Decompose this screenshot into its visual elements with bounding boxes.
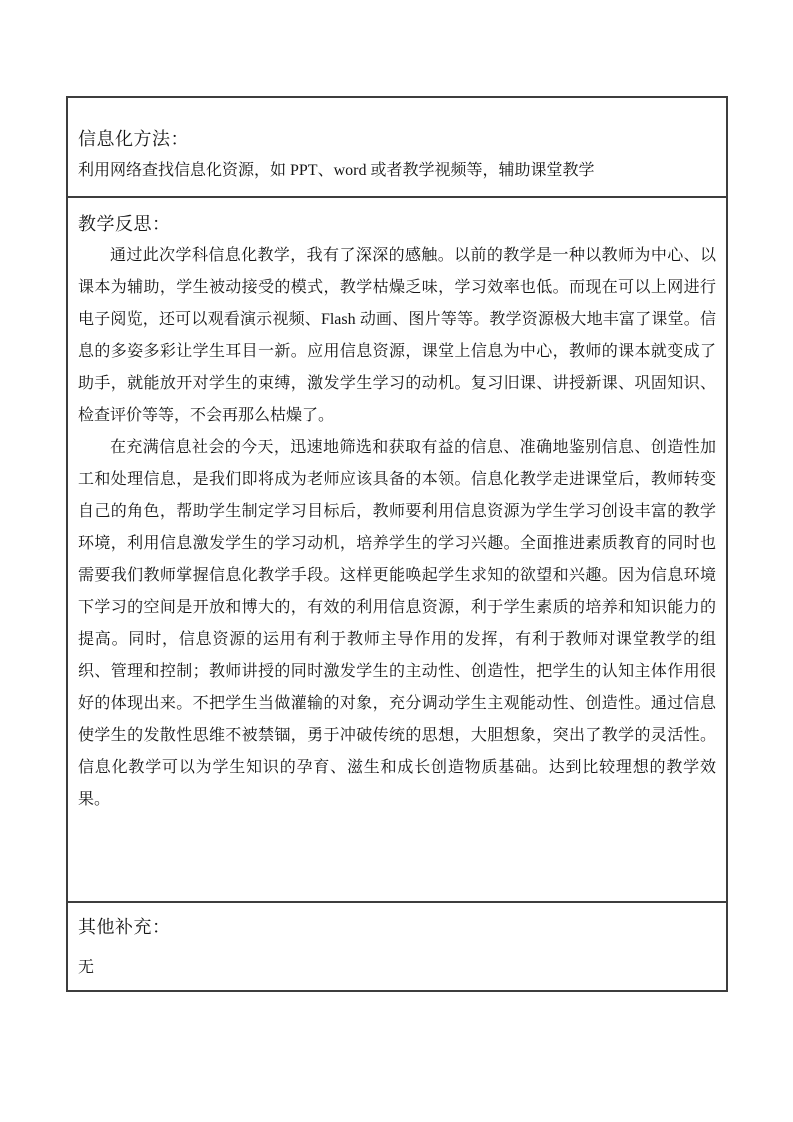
teaching-reflection-heading: 教学反思： — [78, 214, 171, 234]
table-row-info-methods — [68, 98, 726, 198]
info-methods-text: 利用网络查找信息化资源，如 PPT、word 或者教学视频等，辅助课堂教学 — [78, 162, 595, 179]
table-row-teaching-reflection — [68, 198, 726, 903]
other-notes-heading: 其他补充： — [78, 917, 171, 937]
form-table — [66, 96, 728, 992]
table-row-other-notes — [68, 903, 726, 990]
info-methods-heading: 信息化方法： — [78, 129, 189, 149]
other-notes-text: 无 — [78, 959, 95, 976]
reflection-paragraph-1: 通过此次学科信息化教学，我有了深深的感触。以前的教学是一种以教师为中心、以课本为辅助，学生被动接受的模式，教学枯燥乏味，学习效率也低。而现在可以上网进行电子阅览，还可以观看演示视频、Flash 动画、图片等等。教学资源极大地丰富了课堂。信息的多姿多彩让学生耳目一新。应用信息资源，课堂上信息为中心，教师的课本就变成了助手，就能放开对学生的束缚，激发学生学习的动机。复习旧课、讲授新课、巩固知识、检查评价等等，不会再那么枯燥了。 — [78, 247, 716, 424]
reflection-paragraph-2: 在充满信息社会的今天，迅速地筛选和获取有益的信息、准确地鉴别信息、创造性加工和处理信息，是我们即将成为老师应该具备的本领。信息化教学走进课堂后，教师转变自己的角色，帮助学生制定学习目标后，教师要利用信息资源为学生学习创设丰富的教学环境，利用信息激发学生的学习动机，培养学生的学习兴趣。全面推进素质教育的同时也需要我们教师掌握信息化教学手段。这样更能唤起学生求知的欲望和兴趣。因为信息环境下学习的空间是开放和博大的，有效的利用信息资源，利于学生素质的培养和知识能力的提高。同时，信息资源的运用有利于教师主导作用的发挥，有利于教师对课堂教学的组织、管理和控制；教师讲授的同时激发学生的主动性、创造性，把学生的认知主体作用很好的体现出来。不把学生当做灌输的对象，充分调动学生主观能动性、创造性。通过信息使学生的发散性思维不被禁锢，勇于冲破传统的思想，大胆想象，突出了教学的灵活性。信息化教学可以为学生知识的孕育、滋生和成长创造物质基础。达到比较理想的教学效果。 — [78, 439, 716, 808]
